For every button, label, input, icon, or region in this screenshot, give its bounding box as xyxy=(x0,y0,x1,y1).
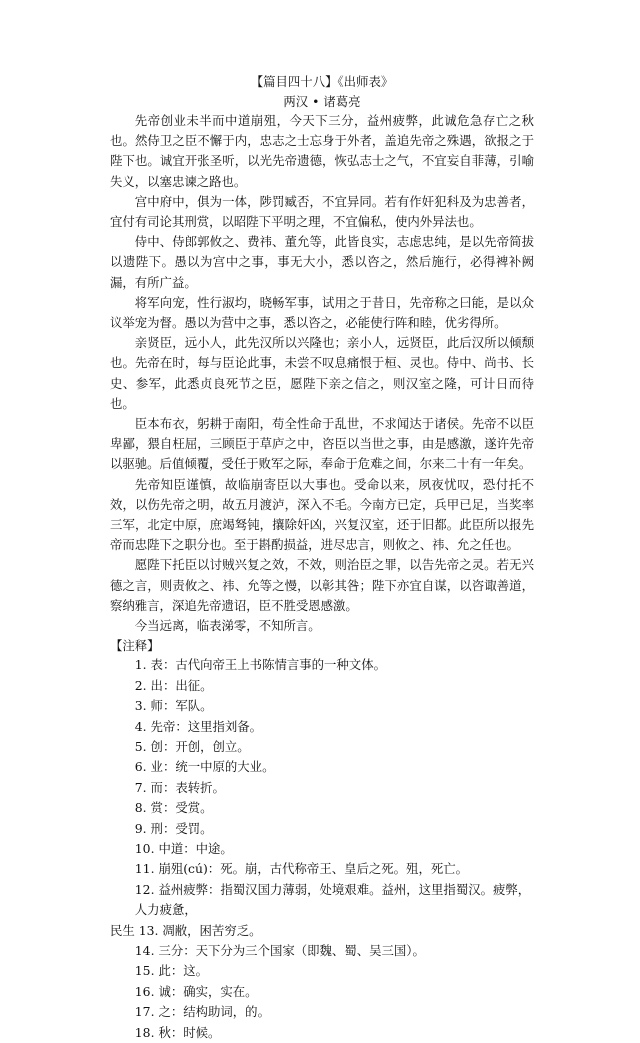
notes-list xyxy=(110,655,534,1043)
notes-heading: 【注释】 xyxy=(110,638,160,654)
note-item: 16. 诚：确实，实在。 xyxy=(134,983,258,999)
note-item: 8. 赏：受赏。 xyxy=(134,800,213,816)
paragraph: 宫中府中，俱为一体，陟罚臧否，不宜异同。若有作奸犯科及为忠善者，宜付有司论其刑赏，以昭陛下平明之理，不宜偏私，使内外异法也。 xyxy=(110,193,534,230)
paragraph: 先帝知臣谨慎，故临崩寄臣以大事也。受命以来，夙夜忧叹，恐付托不效，以伤先帝之明，故五月渡泸，深入不毛。今南方已定，兵甲已足，当奖率三军，北定中原，庶竭驽钝，攘除奸凶，兴复汉室，还于旧都。此臣所以报先帝而忠陛下之职分也。至于斟酌损益，进尽忠言，则攸之、祎、允之任也。 xyxy=(110,476,534,553)
paragraph: 先帝创业未半而中道崩殂，今天下三分，益州疲弊，此诚危急存亡之秋也。然侍卫之臣不懈于内，忠志之士忘身于外者，盖追先帝之殊遇，欲报之于陛下也。诚宜开张圣听，以光先帝遗德，恢弘志士之气，不宜妄自菲薄，引喻失义，以塞忠谏之路也。 xyxy=(110,113,534,189)
note-item: 14. 三分：天下分为三个国家（即魏、蜀、吴三国）。 xyxy=(134,942,425,958)
document-author: 两汉 • 诸葛亮 xyxy=(283,94,361,109)
paragraph: 侍中、侍郎郭攸之、费祎、董允等，此皆良实，志虑忠纯，是以先帝简拔以遗陛下。愚以为宫中之事，事无大小，悉以咨之，然后施行，必得裨补阙漏，有所广益。 xyxy=(110,234,534,290)
note-item: 5. 创：开创，创立。 xyxy=(134,738,250,754)
note-item: 15. 此：这。 xyxy=(134,963,209,979)
document-body xyxy=(110,111,534,636)
note-item-continuation: 民生 13. 凋敝，困苦穷乏。 xyxy=(110,922,262,938)
document-title: 【篇目四十八】《出师表》 xyxy=(250,74,394,89)
note-item: 3. 师：军队。 xyxy=(134,698,213,714)
note-item: 11. 崩殂(cú)：死。崩，古代称帝王、皇后之死。殂，死亡。 xyxy=(134,861,469,877)
paragraph: 愿陛下托臣以讨贼兴复之效，不效，则治臣之罪，以告先帝之灵。若无兴德之言，则责攸之、祎、允等之慢，以彰其咎；陛下亦宜自谋，以咨诹善道，察纳雅言，深追先帝遗诏，臣不胜受恩感激。 xyxy=(110,557,534,613)
paragraph: 亲贤臣，远小人，此先汉所以兴隆也；亲小人，远贤臣，此后汉所以倾颓也。先帝在时，每与臣论此事，未尝不叹息痛恨于桓、灵也。侍中、尚书、长史、参军，此悉贞良死节之臣，愿陛下亲之信之，则汉室之隆，可计日而待也。 xyxy=(110,335,534,411)
note-item: 6. 业：统一中原的大业。 xyxy=(134,759,275,775)
note-item: 17. 之：结构助词，的。 xyxy=(134,1004,270,1020)
paragraph: 今当远离，临表涕零，不知所言。 xyxy=(134,618,321,634)
note-item: 9. 刑：受罚。 xyxy=(134,820,213,836)
paragraph: 臣本布衣，躬耕于南阳，苟全性命于乱世，不求闻达于诸侯。先帝不以臣卑鄙，猥自枉屈，三顾臣于草庐之中，咨臣以当世之事，由是感激，遂许先帝以驱驰。后值倾覆，受任于败军之际，奉命于危难之间，尔来二十有一年矣。 xyxy=(110,416,534,472)
note-item: 7. 而：表转折。 xyxy=(134,779,225,795)
note-item: 2. 出：出征。 xyxy=(134,677,213,693)
paragraph: 将军向宠，性行淑均，晓畅军事，试用之于昔日，先帝称之曰能，是以众议举宠为督。愚以为营中之事，悉以咨之，必能使行阵和睦，优劣得所。 xyxy=(110,294,534,331)
note-item: 10. 中道：中途。 xyxy=(134,840,233,856)
note-item: 18. 秋：时候。 xyxy=(134,1024,221,1040)
note-item: 4. 先帝：这里指刘备。 xyxy=(134,718,263,734)
note-item: 12. 益州疲弊：指蜀汉国力薄弱，处境艰难。益州，这里指蜀汉。疲弊，人力疲惫， xyxy=(134,881,531,918)
note-item: 1. 表：古代向帝王上书陈情言事的一种文体。 xyxy=(134,657,386,673)
